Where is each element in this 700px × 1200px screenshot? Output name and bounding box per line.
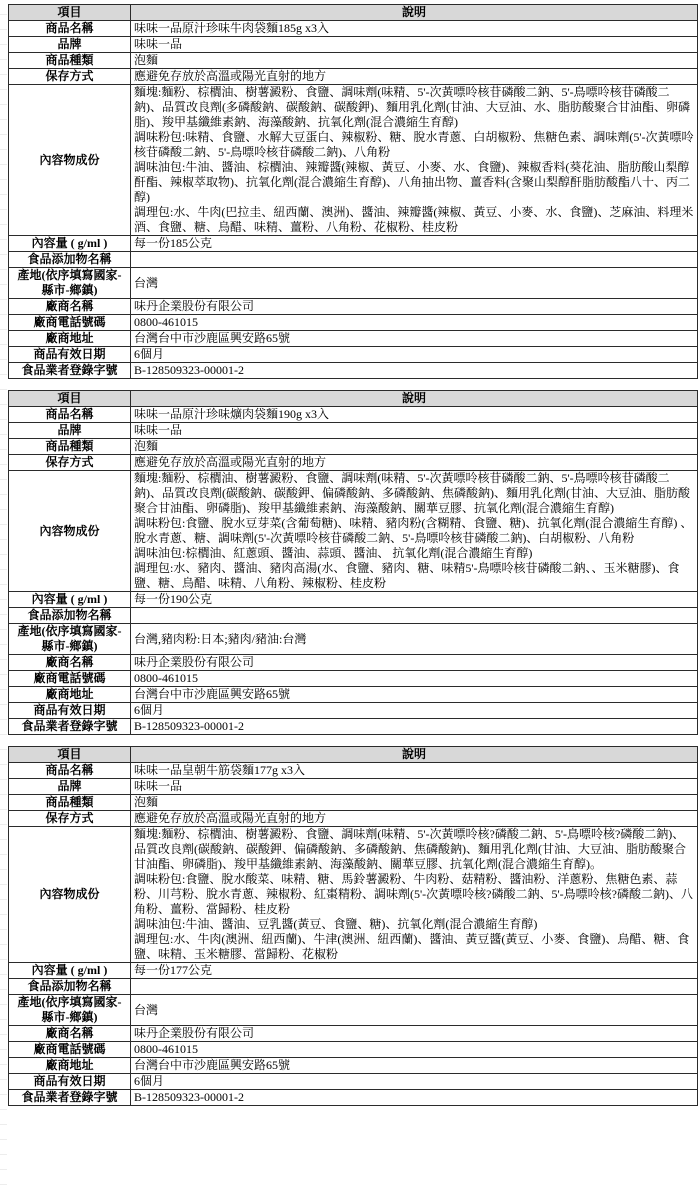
shelf-life-value: 6個月 — [131, 1074, 698, 1090]
row-label-phone: 廠商電話號碼 — [9, 315, 131, 331]
category-value: 泡麵 — [131, 439, 698, 455]
row-label-net-content: 內容量 ( g/ml ) — [9, 592, 131, 608]
net-content-value: 每一份177公克 — [131, 963, 698, 979]
column-header-item: 項目 — [9, 747, 131, 763]
table-row-address — [9, 331, 698, 347]
shelf-life-value: 6個月 — [131, 347, 698, 363]
table-row-shelf-life — [9, 1074, 698, 1090]
product-info-table-2 — [8, 390, 698, 735]
row-label-manufacturer: 廠商名稱 — [9, 1026, 131, 1042]
ingredients-value — [131, 471, 698, 592]
table-row-product-name — [9, 407, 698, 423]
table-row-net-content — [9, 236, 698, 252]
table-row-origin — [9, 995, 698, 1026]
row-label-shelf-life: 商品有效日期 — [9, 347, 131, 363]
table-row-registration — [9, 719, 698, 735]
row-label-manufacturer: 廠商名稱 — [9, 655, 131, 671]
address-value: 台灣台中市沙鹿區興安路65號 — [131, 331, 698, 347]
row-label-address: 廠商地址 — [9, 1058, 131, 1074]
row-label-registration: 食品業者登錄字號 — [9, 363, 131, 379]
table-header-row — [9, 391, 698, 407]
ingredients-value — [131, 85, 698, 236]
row-label-product-name: 商品名稱 — [9, 21, 131, 37]
row-label-brand: 品牌 — [9, 37, 131, 53]
table-header-row — [9, 5, 698, 21]
brand-value: 味味一品 — [131, 779, 698, 795]
manufacturer-value: 味丹企業股份有限公司 — [131, 1026, 698, 1042]
row-label-category: 商品種類 — [9, 53, 131, 69]
row-label-product-name: 商品名稱 — [9, 407, 131, 423]
table-row-manufacturer — [9, 1026, 698, 1042]
table-row-manufacturer — [9, 655, 698, 671]
row-label-product-name: 商品名稱 — [9, 763, 131, 779]
product-info-table-1 — [8, 4, 698, 379]
table-row-category — [9, 53, 698, 69]
table-row-brand — [9, 423, 698, 439]
ingredient-line-retort: 調理包:水、豬肉、醬油、豬肉高湯(水、食鹽、豬肉、糖、味精5'-鳥嘌呤核苷磷酸二鈉、、玉米糖膠)、食鹽、糖、烏醋、味精、八角粉、辣椒粉、桂皮粉 — [134, 561, 680, 590]
row-label-additives: 食品添加物名稱 — [9, 252, 131, 268]
row-label-category: 商品種類 — [9, 439, 131, 455]
table-row-brand — [9, 37, 698, 53]
table-row-registration — [9, 1090, 698, 1106]
manufacturer-value: 味丹企業股份有限公司 — [131, 655, 698, 671]
phone-value: 0800-461015 — [131, 1042, 698, 1058]
row-label-manufacturer: 廠商名稱 — [9, 299, 131, 315]
table-row-net-content — [9, 592, 698, 608]
phone-value: 0800-461015 — [131, 315, 698, 331]
additives-value — [131, 252, 698, 268]
table-row-ingredients — [9, 827, 698, 963]
table-row-net-content — [9, 963, 698, 979]
row-label-brand: 品牌 — [9, 779, 131, 795]
ingredient-line-powder: 調味粉包:食鹽、脫水豆芽菜(含葡萄糖)、味精、豬肉粉(含糊精、食鹽、糖)、抗氧化劑(混合濃縮生育醇) 、脫水青蔥、糖、調味劑(5'-次黃嘌呤核苷磷酸二鈉、5'-鳥嘌呤核苷磷酸二鈉)、白胡椒粉、八角粉 — [134, 516, 693, 545]
table-row-shelf-life — [9, 347, 698, 363]
table-row-phone — [9, 671, 698, 687]
table-row-additives — [9, 608, 698, 624]
table-row-origin — [9, 624, 698, 655]
net-content-value: 每一份185公克 — [131, 236, 698, 252]
registration-value: B-128509323-00001-2 — [131, 1090, 698, 1106]
origin-value: 台灣,豬肉粉:日本;豬肉/豬油:台灣 — [131, 624, 698, 655]
table-row-category — [9, 439, 698, 455]
table-row-manufacturer — [9, 299, 698, 315]
origin-value: 台灣 — [131, 995, 698, 1026]
row-label-ingredients: 內容物成份 — [9, 85, 131, 236]
table-row-address — [9, 687, 698, 703]
column-header-item: 項目 — [9, 391, 131, 407]
row-label-additives: 食品添加物名稱 — [9, 979, 131, 995]
row-label-registration: 食品業者登錄字號 — [9, 1090, 131, 1106]
ingredient-line-noodle: 麵塊:麵粉、棕櫚油、樹薯澱粉、食鹽、調味劑(味精、5'-次黃嘌呤核?磷酸二鈉、5'-鳥嘌呤核?磷酸二鈉)、品質改良劑(碳酸鈉、碳酸鉀、偏磷酸鈉、多磷酸鈉、焦磷酸鈉)、麵用乳化劑(甘油、大豆油、脂肪酸聚合甘油酯、卵磷脂)、羧甲基纖維素鈉、海藻酸鈉、關華豆膠、抗氧化劑(混合濃縮生育醇)。 — [134, 827, 686, 871]
table-row-storage — [9, 455, 698, 471]
row-label-phone: 廠商電話號碼 — [9, 671, 131, 687]
table-row-phone — [9, 1042, 698, 1058]
ingredient-line-powder: 調味粉包:食鹽、脫水酸菜、味精、糖、馬鈴薯澱粉、牛肉粉、菇精粉、醬油粉、洋蔥粉、焦糖色素、蒜粉、川芎粉、脫水青蔥、辣椒粉、紅棗精粉、調味劑(5'-次黃嘌呤核?磷酸二鈉、5'-鳥嘌呤核?磷酸二鈉)、八角粉、薑粉、當歸粉、桂皮粉 — [134, 872, 693, 916]
table-row-address — [9, 1058, 698, 1074]
table-row-registration — [9, 363, 698, 379]
column-header-description: 說明 — [131, 5, 698, 21]
ingredient-line-retort: 調理包:水、牛肉(澳洲、紐西蘭)、牛津(澳洲、紐西蘭)、醬油、黃豆醬(黃豆、小麥、食鹽)、烏醋、糖、食鹽、味精、玉米糖膠、當歸粉、花椒粉 — [134, 932, 690, 961]
additives-value — [131, 979, 698, 995]
table-row-shelf-life — [9, 703, 698, 719]
table-row-phone — [9, 315, 698, 331]
column-header-item: 項目 — [9, 5, 131, 21]
table-row-origin — [9, 268, 698, 299]
table-row-ingredients — [9, 85, 698, 236]
registration-value: B-128509323-00001-2 — [131, 719, 698, 735]
product-name-value: 味味一品原汁珍味牛肉袋麵185g x3入 — [131, 21, 698, 37]
additives-value — [131, 608, 698, 624]
manufacturer-value: 味丹企業股份有限公司 — [131, 299, 698, 315]
product-info-table-3 — [8, 746, 698, 1106]
row-label-ingredients: 內容物成份 — [9, 827, 131, 963]
row-label-storage: 保存方式 — [9, 811, 131, 827]
table-row-product-name — [9, 763, 698, 779]
address-value: 台灣台中市沙鹿區興安路65號 — [131, 687, 698, 703]
ingredient-line-oil: 調味油包:牛油、醬油、豆乳醬(黃豆、食鹽、糖)、抗氧化劑(混合濃縮生育醇) — [134, 917, 538, 931]
table-row-product-name — [9, 21, 698, 37]
row-label-category: 商品種類 — [9, 795, 131, 811]
category-value: 泡麵 — [131, 53, 698, 69]
table-row-ingredients — [9, 471, 698, 592]
table-row-additives — [9, 979, 698, 995]
column-header-description: 說明 — [131, 747, 698, 763]
row-label-address: 廠商地址 — [9, 687, 131, 703]
row-label-origin: 產地(依序填寫國家-縣市-鄉鎮) — [9, 995, 131, 1026]
table-row-storage — [9, 69, 698, 85]
brand-value: 味味一品 — [131, 423, 698, 439]
address-value: 台灣台中市沙鹿區興安路65號 — [131, 1058, 698, 1074]
table-row-category — [9, 795, 698, 811]
row-label-address: 廠商地址 — [9, 331, 131, 347]
brand-value: 味味一品 — [131, 37, 698, 53]
table-row-additives — [9, 252, 698, 268]
row-label-phone: 廠商電話號碼 — [9, 1042, 131, 1058]
row-label-shelf-life: 商品有效日期 — [9, 703, 131, 719]
row-label-brand: 品牌 — [9, 423, 131, 439]
ingredient-line-oil: 調味油包:牛油、醬油、棕櫚油、辣瓣醬(辣椒、黃豆、小麥、水、食鹽)、辣椒香料(葵花油、脂肪酸山梨醇酐酯、辣椒萃取物)、抗氧化劑(混合濃縮生育醇)、八角抽出物、薑香料(含聚山梨醇酐脂肪酸酯八十、丙二醇) — [134, 160, 690, 204]
storage-value: 應避免存放於高溫或陽光直射的地方 — [131, 69, 698, 85]
table-row-storage — [9, 811, 698, 827]
row-label-net-content: 內容量 ( g/ml ) — [9, 236, 131, 252]
registration-value: B-128509323-00001-2 — [131, 363, 698, 379]
row-label-origin: 產地(依序填寫國家-縣市-鄉鎮) — [9, 268, 131, 299]
shelf-life-value: 6個月 — [131, 703, 698, 719]
ingredients-value — [131, 827, 698, 963]
row-label-registration: 食品業者登錄字號 — [9, 719, 131, 735]
table-row-brand — [9, 779, 698, 795]
row-label-additives: 食品添加物名稱 — [9, 608, 131, 624]
row-label-storage: 保存方式 — [9, 69, 131, 85]
row-label-ingredients: 內容物成份 — [9, 471, 131, 592]
net-content-value: 每一份190公克 — [131, 592, 698, 608]
ingredient-line-powder: 調味粉包:味精、食鹽、水解大豆蛋白、辣椒粉、糖、脫水青蔥、白胡椒粉、焦糖色素、調味劑(5'-次黃嘌呤核苷磷酸二鈉、5'-鳥嘌呤核苷磷酸二鈉)、八角粉 — [134, 130, 694, 159]
row-label-shelf-life: 商品有效日期 — [9, 1074, 131, 1090]
row-label-origin: 產地(依序填寫國家-縣市-鄉鎮) — [9, 624, 131, 655]
ingredient-line-noodle: 麵塊:麵粉、棕櫚油、樹薯澱粉、食鹽、調味劑(味精、5'-次黃嘌呤核苷磷酸二鈉、5'-鳥嘌呤核苷磷酸二鈉)、品質改良劑(碳酸鈉、碳酸鉀、偏磷酸鈉、多磷酸鈉、焦磷酸鈉)、麵用乳化劑(甘油、大豆油、脂肪酸聚合甘油酯、卵磷脂)、羧甲基纖維素鈉、海藻酸鈉、關華豆膠、抗氧化劑(混合濃縮生育醇) — [134, 471, 690, 515]
ingredient-line-noodle: 麵塊:麵粉、棕櫚油、樹薯澱粉、食鹽、調味劑(味精、5'-次黃嘌呤核苷磷酸二鈉、5'-鳥嘌呤核苷磷酸二鈉)、品質改良劑(多磷酸鈉、碳酸鈉、碳酸鉀)、麵用乳化劑(甘油、大豆油、水、脂肪酸聚合甘油酯、卵磷脂)、羧甲基纖維素鈉、海藻酸鈉、抗氧化劑(混合濃縮生育醇) — [134, 85, 690, 129]
product-name-value: 味味一品原汁珍味爌肉袋麵190g x3入 — [131, 407, 698, 423]
product-name-value: 味味一品皇朝牛筋袋麵177g x3入 — [131, 763, 698, 779]
row-label-storage: 保存方式 — [9, 455, 131, 471]
storage-value: 應避免存放於高溫或陽光直射的地方 — [131, 811, 698, 827]
storage-value: 應避免存放於高溫或陽光直射的地方 — [131, 455, 698, 471]
phone-value: 0800-461015 — [131, 671, 698, 687]
table-header-row — [9, 747, 698, 763]
column-header-description: 說明 — [131, 391, 698, 407]
ingredient-line-oil: 調味油包:棕櫚油、紅蔥頭、醬油、蒜頭、醬油、 抗氧化劑(混合濃縮生育醇) — [134, 546, 533, 560]
origin-value: 台灣 — [131, 268, 698, 299]
category-value: 泡麵 — [131, 795, 698, 811]
row-label-net-content: 內容量 ( g/ml ) — [9, 963, 131, 979]
ingredient-line-retort: 調理包:水、牛肉(巴拉圭、紐西蘭、澳洲)、醬油、辣瓣醬(辣椒、黃豆、小麥、水、食鹽)、芝麻油、料理米酒、食鹽、糖、烏醋、味精、薑粉、八角粉、花椒粉、桂皮粉 — [134, 205, 694, 234]
